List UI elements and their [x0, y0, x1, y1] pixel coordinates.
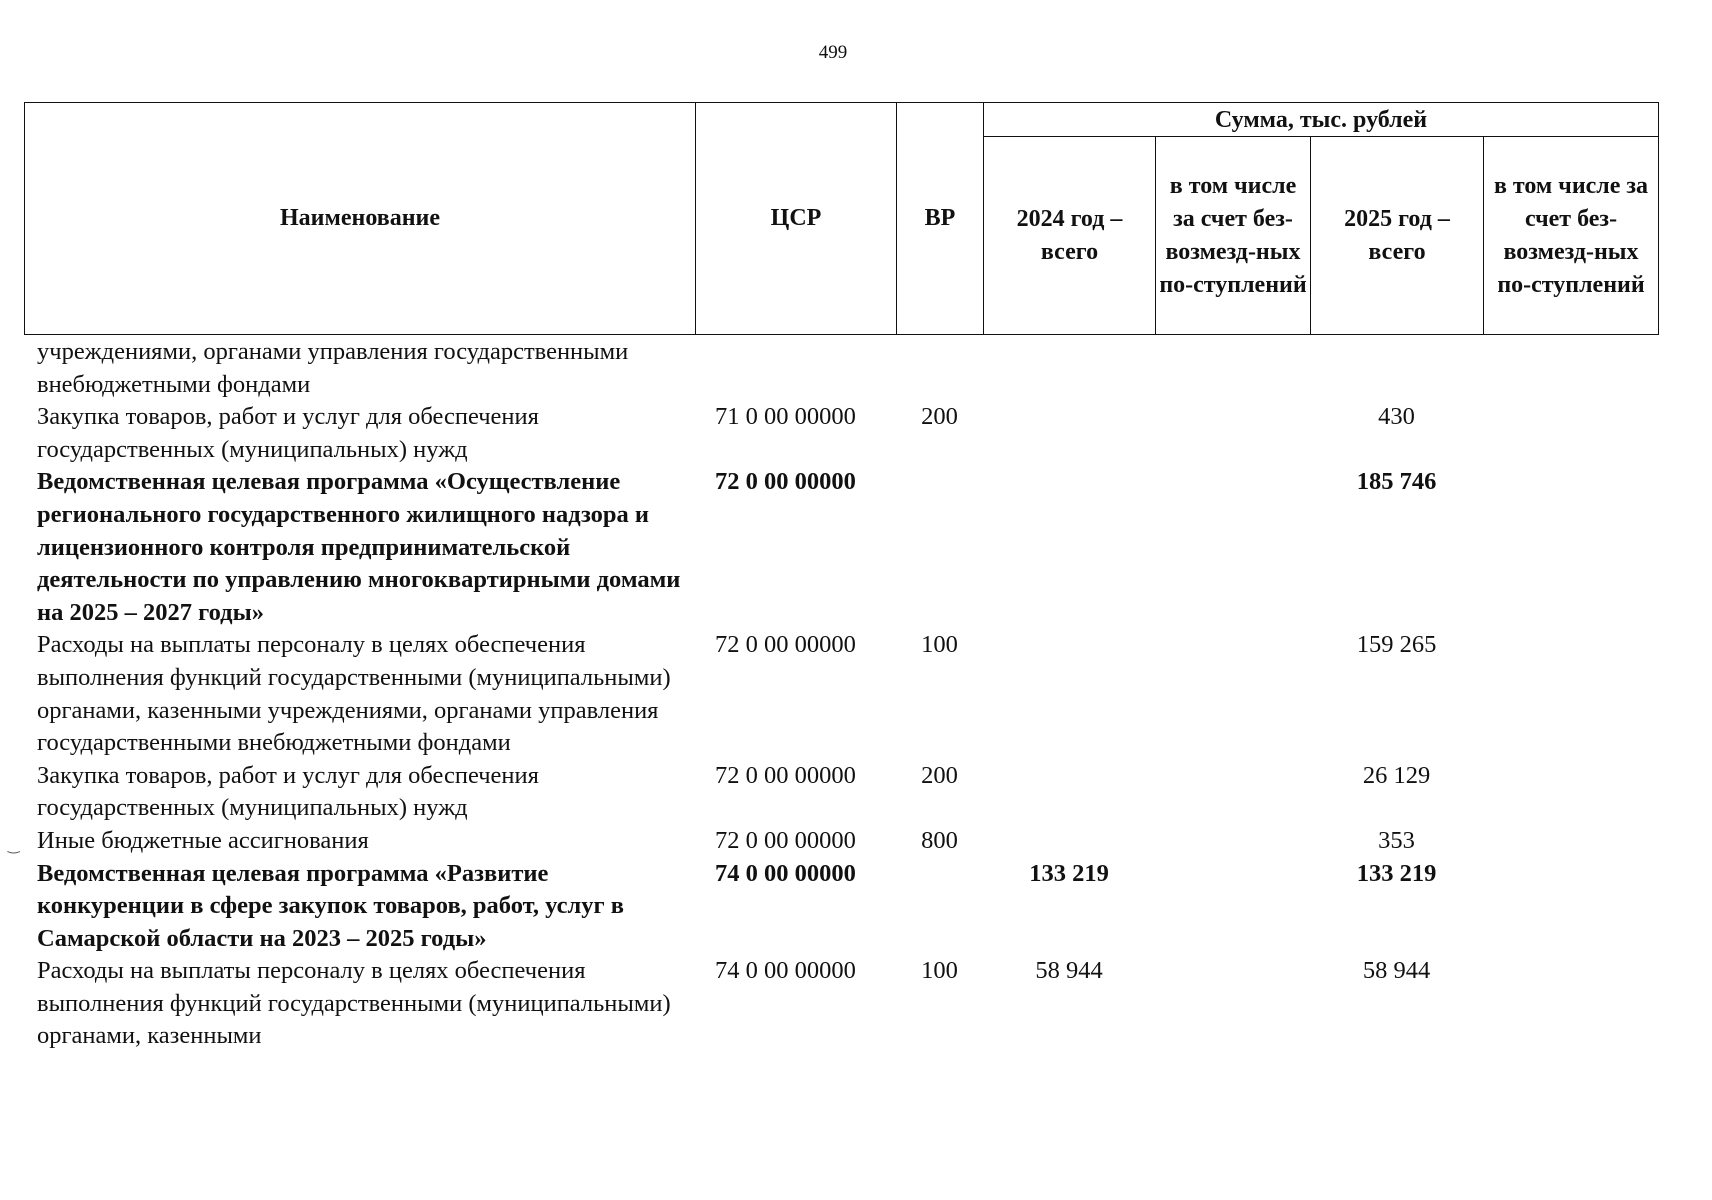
header-sum-title: Сумма, тыс. рублей [984, 103, 1659, 137]
table-row [24, 336, 1658, 401]
cell-2025-free [1483, 760, 1658, 825]
cell-csr: 72 0 00 00000 [715, 826, 856, 854]
cell-name: Расходы на выплаты персоналу в целях обеспечения выполнения функций государственными (муниципальными) органами, казенными [37, 957, 671, 1050]
cell-vr [896, 466, 983, 629]
cell-2025-total: 353 [1378, 826, 1415, 854]
table-row [24, 858, 1658, 956]
table-row [24, 629, 1658, 759]
scan-mark: ‿ [8, 839, 20, 854]
cell-csr: 72 0 00 00000 [715, 468, 856, 496]
cell-2025-free [1483, 629, 1658, 759]
cell-2024-free [1155, 760, 1310, 825]
cell-2024-free [1155, 336, 1310, 401]
header-vr: ВР [897, 103, 984, 335]
cell-2024-free [1155, 466, 1310, 629]
cell-2024-free [1155, 401, 1310, 466]
cell-2025-total [1310, 336, 1483, 401]
cell-csr: 72 0 00 00000 [715, 761, 856, 789]
cell-name: Закупка товаров, работ и услуг для обеспечения государственных (муниципальных) нужд [37, 403, 539, 463]
cell-2025-total: 430 [1378, 403, 1415, 431]
cell-2025-total: 26 129 [1362, 761, 1431, 789]
cell-vr [896, 858, 983, 956]
table-header [24, 102, 1659, 335]
cell-2025-free [1483, 466, 1658, 629]
cell-csr: 74 0 00 00000 [715, 957, 856, 985]
cell-vr: 100 [921, 957, 958, 985]
table-row [24, 401, 1658, 466]
cell-csr [695, 336, 896, 401]
cell-2024-total [983, 825, 1155, 858]
cell-vr: 800 [921, 826, 958, 854]
cell-2025-total: 133 219 [1356, 859, 1437, 887]
cell-2024-free [1155, 825, 1310, 858]
header-2024-total: 2024 год – всего [984, 137, 1156, 335]
page-number: 499 [818, 42, 848, 63]
cell-2024-total: 58 944 [1035, 957, 1103, 985]
header-2025-total: 2025 год – всего [1311, 137, 1484, 335]
cell-name: Ведомственная целевая программа «Осуществление регионального государственного жилищного надзора и лицензионного контроля предпринимательской деятельности по управлению многоквартирными домами на 2025 – 2027 годы» [37, 468, 681, 626]
cell-name: Расходы на выплаты персоналу в целях обеспечения выполнения функций государственными (муниципальными) органами, казенными учреждениями, органами управления государственными внебюджетными фондами [37, 631, 671, 757]
cell-2025-free [1483, 955, 1658, 1053]
cell-2024-total [983, 336, 1155, 401]
cell-vr [896, 336, 983, 401]
cell-2025-free [1483, 858, 1658, 956]
table-row [24, 466, 1658, 629]
cell-2024-free [1155, 629, 1310, 759]
cell-2025-total: 159 265 [1356, 631, 1437, 659]
cell-csr: 74 0 00 00000 [715, 859, 856, 887]
table-rows [24, 336, 1658, 1053]
cell-name: Закупка товаров, работ и услуг для обеспечения государственных (муниципальных) нужд [37, 761, 539, 822]
table-row [24, 825, 1658, 858]
cell-vr: 100 [921, 631, 958, 659]
cell-2025-free [1483, 401, 1658, 466]
table-body [24, 336, 1658, 1053]
header-csr: ЦСР [696, 103, 897, 335]
cell-2024-free [1155, 955, 1310, 1053]
cell-2024-total [983, 629, 1155, 759]
header-2024-free: в том числе за счет без-возмезд-ных по-ступлений [1156, 137, 1311, 335]
cell-2025-total: 185 746 [1356, 468, 1437, 496]
cell-csr: 72 0 00 00000 [715, 631, 856, 659]
cell-2024-total: 133 219 [1029, 859, 1109, 887]
cell-2025-free [1483, 825, 1658, 858]
cell-vr: 200 [921, 403, 958, 431]
cell-2025-total: 58 944 [1362, 957, 1431, 985]
cell-2024-total [983, 401, 1155, 466]
header-2025-free: в том числе за счет без-возмезд-ных по-ступлений [1484, 137, 1659, 335]
cell-csr: 71 0 00 00000 [715, 403, 856, 431]
cell-vr: 200 [921, 761, 958, 789]
header-name: Наименование [25, 103, 696, 335]
table-row [24, 760, 1658, 825]
cell-2024-total [983, 760, 1155, 825]
cell-2025-free [1483, 336, 1658, 401]
cell-name: учреждениями, органами управления государственными внебюджетными фондами [37, 338, 629, 398]
table-row [24, 955, 1658, 1053]
cell-name: Иные бюджетные ассигнования [37, 826, 369, 854]
cell-2024-free [1155, 858, 1310, 956]
cell-2024-total [983, 466, 1155, 629]
cell-name: Ведомственная целевая программа «Развитие конкуренции в сфере закупок товаров, работ, услуг в Самарской области на 2023 – 2025 годы» [37, 859, 624, 952]
